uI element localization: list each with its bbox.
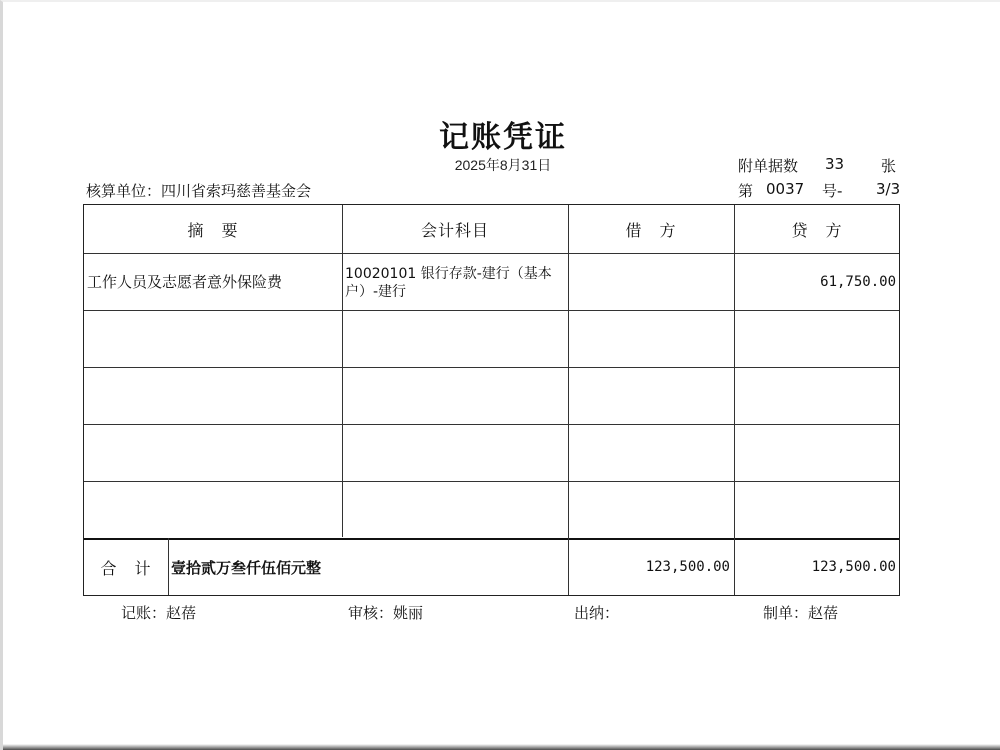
row-summary [84,310,342,367]
total-debit: 123,500.00 [645,559,730,575]
row-summary [84,367,342,424]
reviewer-label: 审核： [348,604,394,622]
unit-label: 核算单位： [86,182,162,200]
row-subject: 10020101 银行存款-建行（基本户）-建行 [345,266,552,300]
bookkeeper-name: 赵蓓 [166,604,197,622]
voucher-number: 0037 [766,180,805,198]
row-summary [84,481,342,538]
total-label: 合 计 [100,558,152,578]
number-suffix: 号- [822,182,843,200]
cashier-signature [574,602,619,623]
voucher-date: 2025年8月31日 [454,157,552,173]
reviewer-signature [348,602,423,623]
row-summary [84,424,342,481]
page-indicator: 3/3 [876,180,901,198]
bookkeeper-label: 记账： [121,604,167,622]
row-credit: 61,750.00 [820,273,896,290]
voucher-table [83,204,900,596]
attachment-label: 附单据数 [738,157,799,175]
bookkeeper-signature [121,602,196,623]
header-debit: 借 方 [625,220,677,240]
attachment-unit: 张 [881,157,897,175]
number-prefix: 第 [738,182,754,200]
preparer-label: 制单： [763,604,809,622]
header-credit: 贷 方 [791,220,843,240]
header-subject: 会计科目 [420,220,489,240]
attachment-count: 33 [825,155,845,173]
total-amount-in-words: 壹拾贰万叁仟伍佰元整 [171,558,322,577]
reviewer-name: 姚丽 [393,604,424,622]
voucher-title: 记账凭证 [439,120,567,155]
scan-edge-shadow [3,744,1000,750]
row-summary: 工作人员及志愿者意外保险费 [87,273,283,291]
row-debit [568,253,734,310]
unit-name: 四川省索玛慈善基金会 [161,182,312,200]
preparer-name: 赵蓓 [808,604,839,622]
accounting-unit [86,180,311,201]
total-credit: 123,500.00 [811,559,896,575]
header-summary: 摘 要 [187,220,239,240]
preparer-signature [763,602,838,623]
cashier-label: 出纳： [574,604,620,622]
